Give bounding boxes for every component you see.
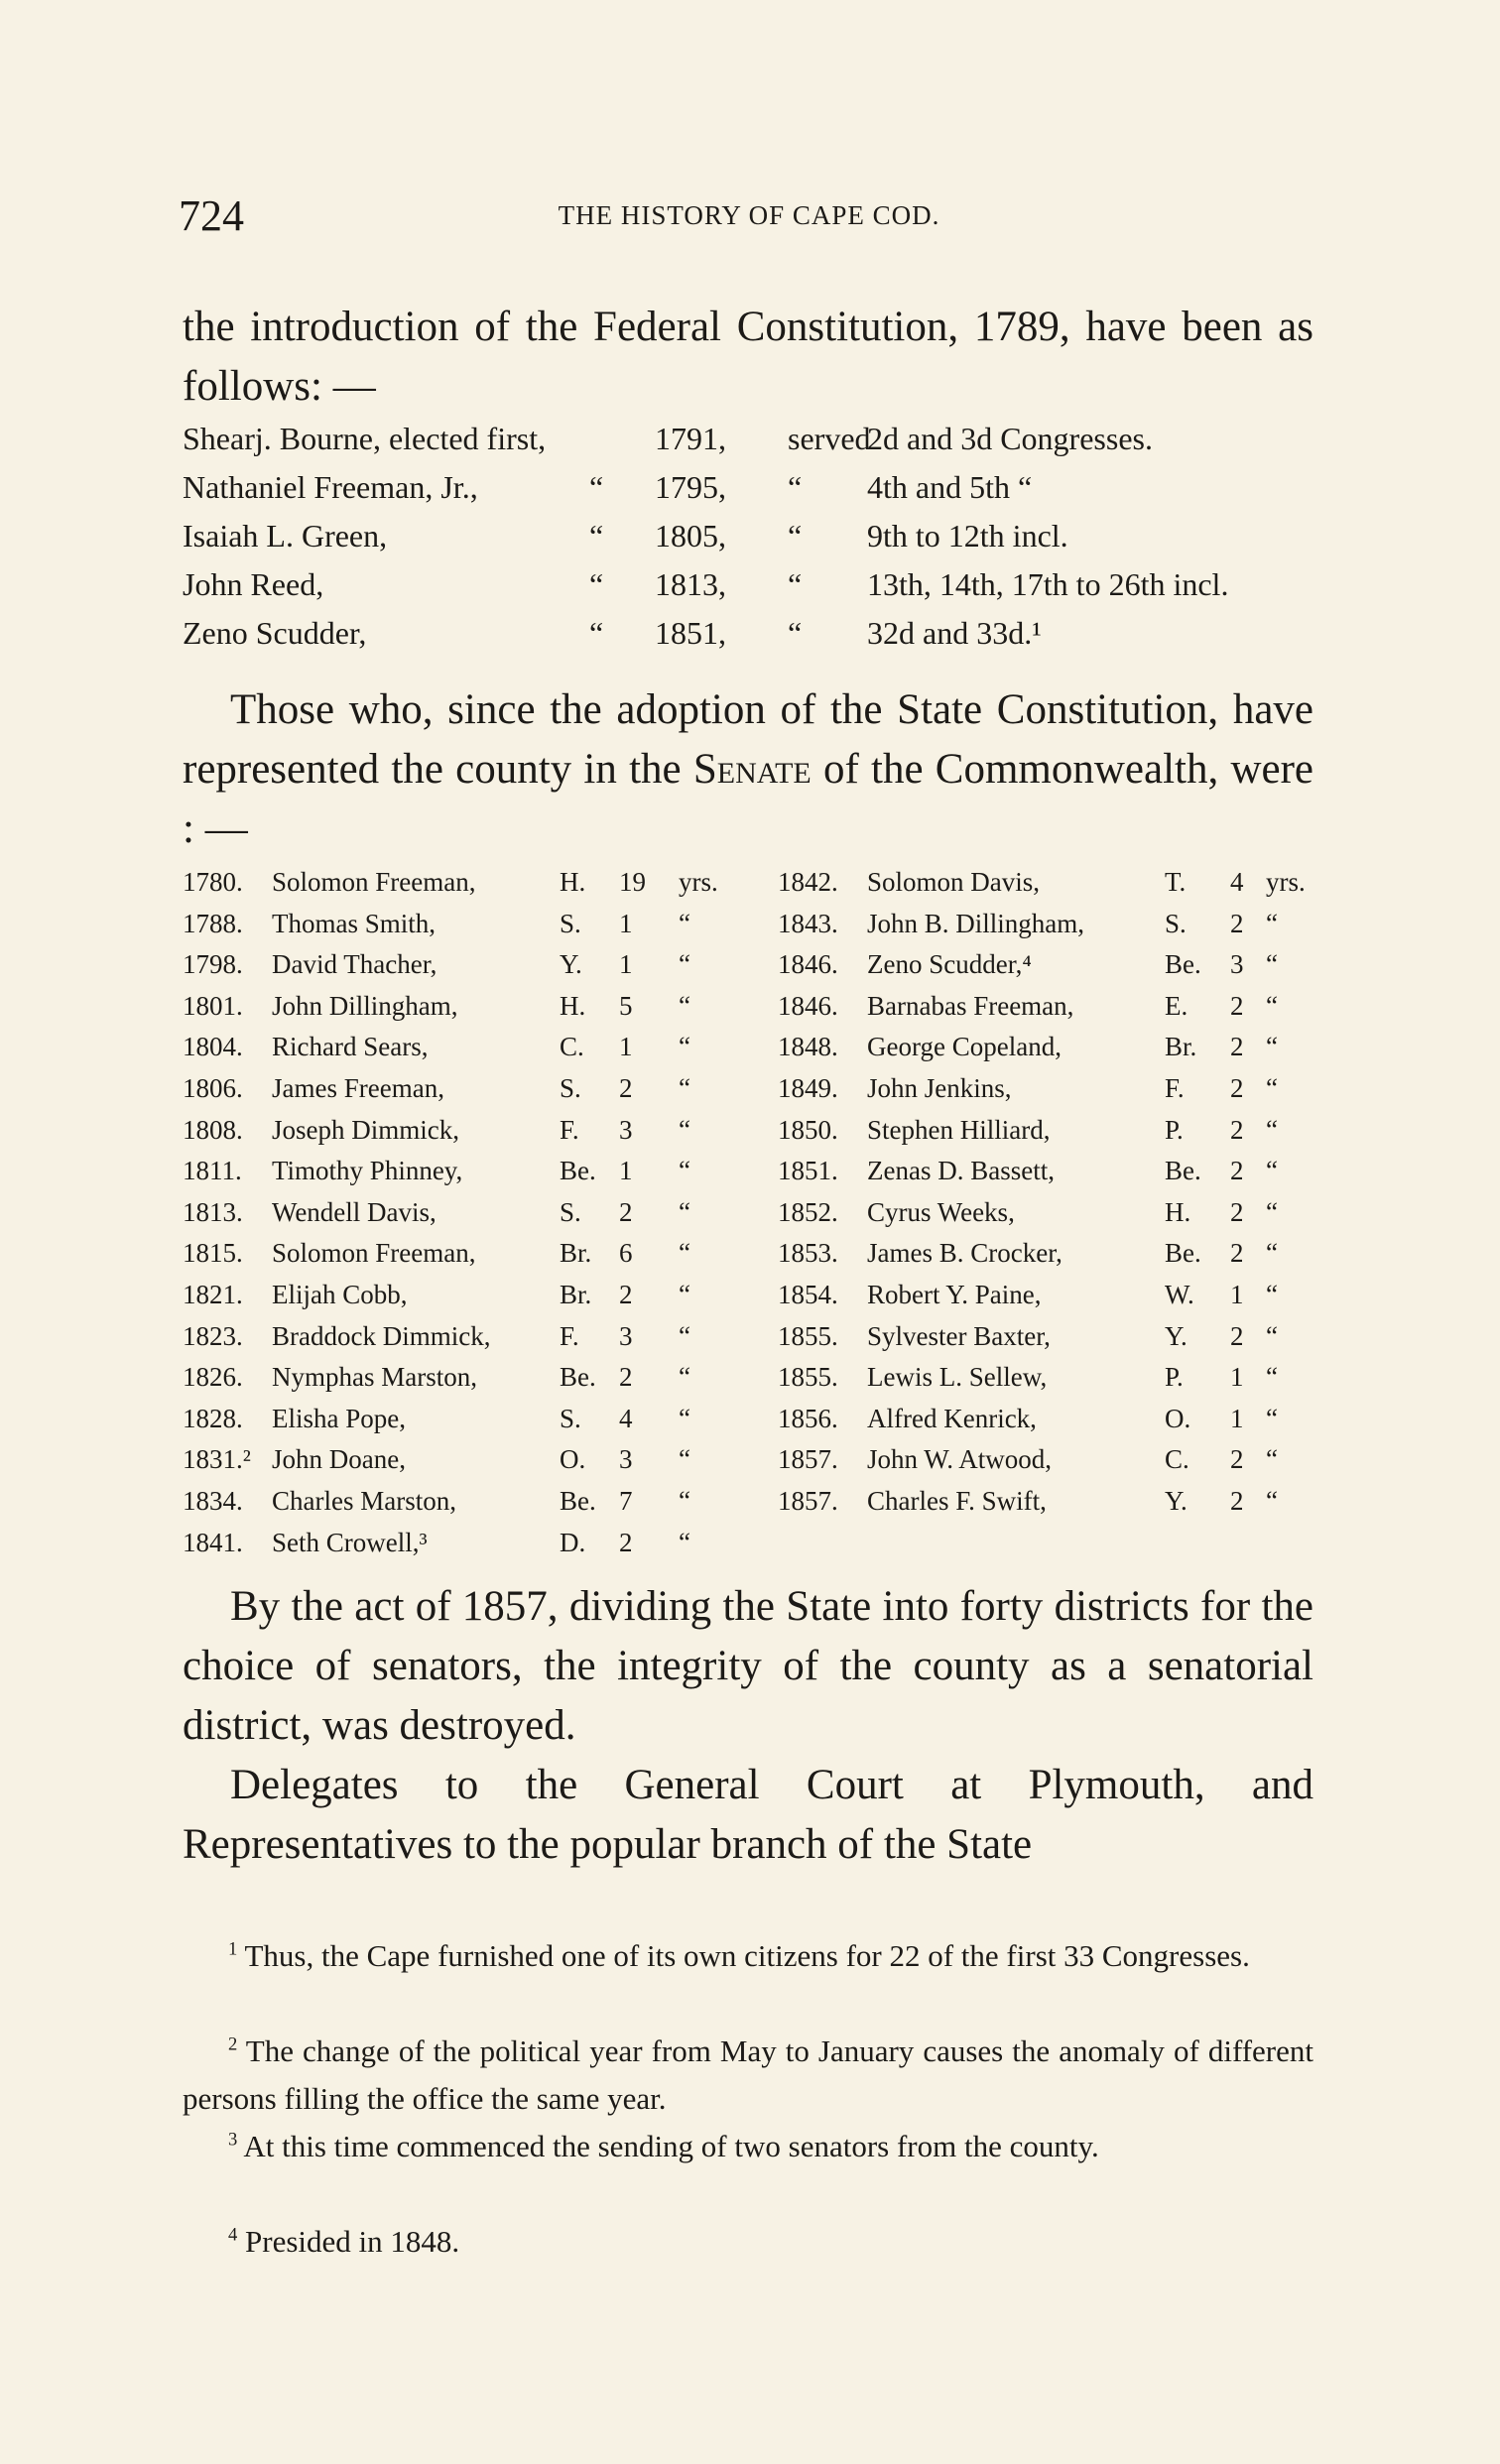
senator-name: John B. Dillingham, <box>867 908 1085 938</box>
senator-name: Elisha Pope, <box>272 1403 406 1433</box>
senator-term: 2 <box>1230 1072 1244 1103</box>
senator-town: S. <box>1165 908 1187 938</box>
senator-name: John Doane, <box>272 1444 406 1475</box>
senator-town: W. <box>1165 1279 1194 1309</box>
congressman-name: Nathaniel Freeman, Jr., <box>183 469 478 505</box>
senator-term: 2 <box>1230 1320 1244 1351</box>
ditto-mark: “ <box>788 566 803 602</box>
ditto-mark: served <box>788 421 871 456</box>
senator-year: 1846. <box>778 990 838 1021</box>
term-unit: “ <box>679 949 690 980</box>
senator-name: John Dillingham, <box>272 990 458 1021</box>
senator-row <box>183 1032 1323 1073</box>
senator-row <box>183 1238 1323 1280</box>
term-unit: “ <box>679 1156 690 1186</box>
congressman-row <box>183 518 1323 566</box>
senator-row <box>183 1528 1323 1569</box>
senator-name: George Copeland, <box>867 1032 1062 1062</box>
senator-name: Zeno Scudder,⁴ <box>867 949 1032 980</box>
senator-name: James B. Crocker, <box>867 1238 1062 1269</box>
senator-name: Barnabas Freeman, <box>867 990 1074 1021</box>
senator-term: 2 <box>1230 1196 1244 1227</box>
senator-town: S. <box>560 908 581 938</box>
senator-row <box>183 1444 1323 1486</box>
senator-row <box>183 1197 1323 1239</box>
senator-town: F. <box>560 1114 579 1145</box>
term-unit: “ <box>1266 1114 1278 1145</box>
senator-name: Wendell Davis, <box>272 1196 437 1227</box>
senators-table <box>183 867 1323 1568</box>
senator-year: 1823. <box>183 1320 243 1351</box>
senator-town: Be. <box>560 1485 596 1516</box>
senator-name: Joseph Dimmick, <box>272 1114 459 1145</box>
senator-name: Nymphas Marston, <box>272 1362 477 1393</box>
term-unit: “ <box>679 1196 690 1227</box>
footnote <box>183 1932 1313 1980</box>
senator-year: 1831.² <box>183 1444 251 1475</box>
senator-town: Y. <box>1165 1320 1188 1351</box>
footnote <box>183 2218 1313 2266</box>
senator-town: D. <box>560 1527 586 1557</box>
senate-intro-paragraph <box>183 680 1313 859</box>
senator-row <box>183 1280 1323 1321</box>
elected-year: 1851, <box>655 615 726 651</box>
senator-term: 2 <box>1230 1485 1244 1516</box>
senator-term: 1 <box>619 949 633 980</box>
senator-term: 1 <box>619 1032 633 1062</box>
senator-year: 1804. <box>183 1032 243 1062</box>
senator-name: Stephen Hilliard, <box>867 1114 1051 1145</box>
term-unit: “ <box>1266 1072 1278 1103</box>
senator-row <box>183 991 1323 1033</box>
term-unit: “ <box>679 1114 690 1145</box>
ditto-mark: “ <box>589 518 604 554</box>
senator-name: David Thacher, <box>272 949 438 980</box>
senator-year: 1842. <box>778 867 838 897</box>
senator-term: 2 <box>619 1527 633 1557</box>
term-unit: “ <box>679 908 690 938</box>
senator-year: 1828. <box>183 1403 243 1433</box>
senator-term: 3 <box>619 1320 633 1351</box>
senator-row <box>183 1321 1323 1363</box>
senator-name: Solomon Freeman, <box>272 1238 476 1269</box>
senator-town: E. <box>1165 990 1188 1021</box>
congresses-served: 4th and 5th “ <box>867 469 1033 505</box>
term-unit: “ <box>679 1485 690 1516</box>
senator-term: 2 <box>1230 990 1244 1021</box>
senator-name: Robert Y. Paine, <box>867 1279 1042 1309</box>
senator-name: John W. Atwood, <box>867 1444 1053 1475</box>
intro-paragraph: the introduction of the Federal Constitution, 1789, have been as follows: — <box>183 304 1313 410</box>
congressmen-list <box>183 421 1323 664</box>
congressman-name: Shearj. Bourne, elected first, <box>183 421 547 456</box>
footnote <box>183 2028 1313 2123</box>
term-unit: “ <box>679 1362 690 1393</box>
elected-year: 1791, <box>655 421 726 456</box>
senator-year: 1806. <box>183 1072 243 1103</box>
senator-name: Timothy Phinney, <box>272 1156 463 1186</box>
term-unit: “ <box>1266 1156 1278 1186</box>
congressman-row <box>183 566 1323 615</box>
ditto-mark: “ <box>589 469 604 505</box>
congressman-name: John Reed, <box>183 566 324 602</box>
senator-year: 1856. <box>778 1403 838 1433</box>
footnote-mark: 2 <box>228 2033 238 2055</box>
term-unit: “ <box>1266 1196 1278 1227</box>
ditto-mark: “ <box>788 615 803 651</box>
senator-row <box>183 1156 1323 1197</box>
ditto-mark: “ <box>788 469 803 505</box>
senator-town: O. <box>560 1444 586 1475</box>
senator-term: 2 <box>1230 1114 1244 1145</box>
senator-year: 1801. <box>183 990 243 1021</box>
senator-town: T. <box>1165 867 1187 897</box>
term-unit: “ <box>1266 990 1278 1021</box>
term-unit: “ <box>679 1444 690 1475</box>
senator-row <box>183 1486 1323 1528</box>
footnote-mark: 4 <box>228 2224 238 2246</box>
term-unit: “ <box>1266 1444 1278 1475</box>
term-unit: “ <box>1266 908 1278 938</box>
senator-name: Seth Crowell,³ <box>272 1527 428 1557</box>
senator-year: 1815. <box>183 1238 243 1269</box>
senator-year: 1780. <box>183 867 243 897</box>
ditto-mark: “ <box>589 566 604 602</box>
footnote-mark: 1 <box>228 1938 238 1960</box>
senator-name: Richard Sears, <box>272 1032 429 1062</box>
senator-term: 2 <box>619 1196 633 1227</box>
congressman-row <box>183 615 1323 664</box>
term-unit: “ <box>679 1527 690 1557</box>
footnote-text: Thus, the Cape furnished one of its own citizens for 22 of the first 33 Congresses. <box>244 1938 1250 1973</box>
senator-year: 1843. <box>778 908 838 938</box>
senator-term: 7 <box>619 1485 633 1516</box>
senator-year: 1851. <box>778 1156 838 1186</box>
senator-name: Elijah Cobb, <box>272 1279 408 1309</box>
senator-term: 2 <box>1230 1238 1244 1269</box>
senator-town: Br. <box>1165 1032 1197 1062</box>
senator-term: 5 <box>619 990 633 1021</box>
elected-year: 1805, <box>655 518 726 554</box>
senator-year: 1855. <box>778 1362 838 1393</box>
congresses-served: 2d and 3d Congresses. <box>867 421 1153 456</box>
senator-term: 2 <box>619 1362 633 1393</box>
senator-term: 4 <box>1230 867 1244 897</box>
senator-town: Y. <box>1165 1485 1188 1516</box>
term-unit: “ <box>679 1072 690 1103</box>
term-unit: yrs. <box>679 867 718 897</box>
term-unit: “ <box>1266 1279 1278 1309</box>
senator-town: Br. <box>560 1279 592 1309</box>
senate-word: Senate <box>692 746 812 793</box>
senator-row <box>183 1404 1323 1445</box>
senator-term: 1 <box>1230 1362 1244 1393</box>
senator-name: Charles Marston, <box>272 1485 456 1516</box>
senator-term: 1 <box>1230 1279 1244 1309</box>
term-unit: “ <box>1266 1032 1278 1062</box>
senator-year: 1841. <box>183 1527 243 1557</box>
senator-row <box>183 1362 1323 1404</box>
term-unit: “ <box>679 1279 690 1309</box>
senator-town: C. <box>560 1032 584 1062</box>
senator-town: S. <box>560 1403 581 1433</box>
term-unit: “ <box>679 1032 690 1062</box>
senator-year: 1846. <box>778 949 838 980</box>
ditto-mark: “ <box>589 615 604 651</box>
term-unit: “ <box>1266 949 1278 980</box>
footnote <box>183 2123 1313 2170</box>
term-unit: “ <box>679 1320 690 1351</box>
senator-year: 1798. <box>183 949 243 980</box>
senator-row <box>183 909 1323 950</box>
senator-year: 1857. <box>778 1485 838 1516</box>
senator-town: Be. <box>1165 1156 1201 1186</box>
elected-year: 1795, <box>655 469 726 505</box>
senator-name: John Jenkins, <box>867 1072 1012 1103</box>
act-paragraph: By the act of 1857, dividing the State into forty districts for the choice of senators, the integrity of the county as a senatorial district, was destroyed. <box>183 1583 1313 1749</box>
senator-term: 2 <box>1230 1032 1244 1062</box>
senator-town: H. <box>560 867 586 897</box>
senator-term: 3 <box>619 1444 633 1475</box>
footnote-text: Presided in 1848. <box>245 2224 460 2259</box>
term-unit: “ <box>679 990 690 1021</box>
senator-year: 1788. <box>183 908 243 938</box>
congresses-served: 9th to 12th incl. <box>867 518 1068 554</box>
senator-row <box>183 1073 1323 1115</box>
congressman-name: Zeno Scudder, <box>183 615 367 651</box>
senator-row <box>183 949 1323 991</box>
delegates-paragraph: Delegates to the General Court at Plymouth, and Representatives to the popular branch of the State <box>183 1762 1313 1868</box>
senator-town: Be. <box>560 1156 596 1186</box>
senator-name: Solomon Davis, <box>867 867 1041 897</box>
term-unit: “ <box>679 1238 690 1269</box>
term-unit: “ <box>1266 1485 1278 1516</box>
footnote-text: At this time commenced the sending of two senators from the county. <box>243 2129 1099 2163</box>
senator-name: Sylvester Baxter, <box>867 1320 1051 1351</box>
senator-name: Braddock Dimmick, <box>272 1320 491 1351</box>
senator-term: 2 <box>619 1279 633 1309</box>
senator-term: 1 <box>619 908 633 938</box>
senator-town: S. <box>560 1072 581 1103</box>
senator-name: Zenas D. Bassett, <box>867 1156 1055 1186</box>
senator-town: Be. <box>1165 1238 1201 1269</box>
congressman-row <box>183 421 1323 469</box>
congressman-row <box>183 469 1323 518</box>
elected-year: 1813, <box>655 566 726 602</box>
senator-year: 1855. <box>778 1320 838 1351</box>
footnote-mark: 3 <box>228 2129 238 2151</box>
senator-term: 2 <box>1230 1444 1244 1475</box>
footnote-text: The change of the political year from May to January causes the anomaly of different persons filling the office the same year. <box>183 2033 1313 2116</box>
senator-term: 19 <box>619 867 646 897</box>
senator-term: 6 <box>619 1238 633 1269</box>
senator-year: 1854. <box>778 1279 838 1309</box>
senator-year: 1848. <box>778 1032 838 1062</box>
running-title: THE HISTORY OF CAPE COD. <box>558 200 940 230</box>
congresses-served: 32d and 33d.¹ <box>867 615 1042 651</box>
senator-town: H. <box>560 990 586 1021</box>
senator-year: 1821. <box>183 1279 243 1309</box>
senator-name: Charles F. Swift, <box>867 1485 1047 1516</box>
senator-town: H. <box>1165 1196 1191 1227</box>
senator-term: 1 <box>1230 1403 1244 1433</box>
senator-term: 2 <box>1230 1156 1244 1186</box>
senator-name: Lewis L. Sellew, <box>867 1362 1048 1393</box>
term-unit: yrs. <box>1266 867 1306 897</box>
ditto-mark: “ <box>788 518 803 554</box>
senator-town: F. <box>1165 1072 1185 1103</box>
page-header <box>179 190 1319 242</box>
senator-name: Thomas Smith, <box>272 908 437 938</box>
senator-year: 1857. <box>778 1444 838 1475</box>
senator-term: 2 <box>619 1072 633 1103</box>
senator-year: 1811. <box>183 1156 242 1186</box>
senator-town: O. <box>1165 1403 1191 1433</box>
senator-name: Solomon Freeman, <box>272 867 476 897</box>
senator-town: Be. <box>560 1362 596 1393</box>
senator-town: P. <box>1165 1362 1184 1393</box>
senator-town: Be. <box>1165 949 1201 980</box>
senator-year: 1850. <box>778 1114 838 1145</box>
senate-intro-text-end: of the Commonwealth, were : — <box>183 746 1313 852</box>
senator-year: 1853. <box>778 1238 838 1269</box>
senator-town: C. <box>1165 1444 1189 1475</box>
senator-town: S. <box>560 1196 581 1227</box>
senator-term: 3 <box>1230 949 1244 980</box>
senator-name: Alfred Kenrick, <box>867 1403 1037 1433</box>
senator-name: Cyrus Weeks, <box>867 1196 1015 1227</box>
page-number: 724 <box>179 191 244 240</box>
congresses-served: 13th, 14th, 17th to 26th incl. <box>867 566 1229 602</box>
senator-term: 3 <box>619 1114 633 1145</box>
senator-year: 1826. <box>183 1362 243 1393</box>
senator-town: Y. <box>560 949 582 980</box>
senator-row <box>183 867 1323 909</box>
term-unit: “ <box>679 1403 690 1433</box>
senator-year: 1849. <box>778 1072 838 1103</box>
senator-town: Br. <box>560 1238 592 1269</box>
senator-term: 4 <box>619 1403 633 1433</box>
senator-year: 1808. <box>183 1114 243 1145</box>
senator-name: James Freeman, <box>272 1072 444 1103</box>
term-unit: “ <box>1266 1403 1278 1433</box>
senator-term: 1 <box>619 1156 633 1186</box>
congressman-name: Isaiah L. Green, <box>183 518 388 554</box>
senator-term: 2 <box>1230 908 1244 938</box>
term-unit: “ <box>1266 1320 1278 1351</box>
senator-town: P. <box>1165 1114 1184 1145</box>
senator-year: 1852. <box>778 1196 838 1227</box>
term-unit: “ <box>1266 1362 1278 1393</box>
senator-year: 1834. <box>183 1485 243 1516</box>
senator-town: F. <box>560 1320 579 1351</box>
senator-year: 1813. <box>183 1196 243 1227</box>
senate-intro-text: Those who, since the adoption of the State Constitution, have represented the county in the <box>183 686 1313 793</box>
term-unit: “ <box>1266 1238 1278 1269</box>
senator-row <box>183 1115 1323 1157</box>
